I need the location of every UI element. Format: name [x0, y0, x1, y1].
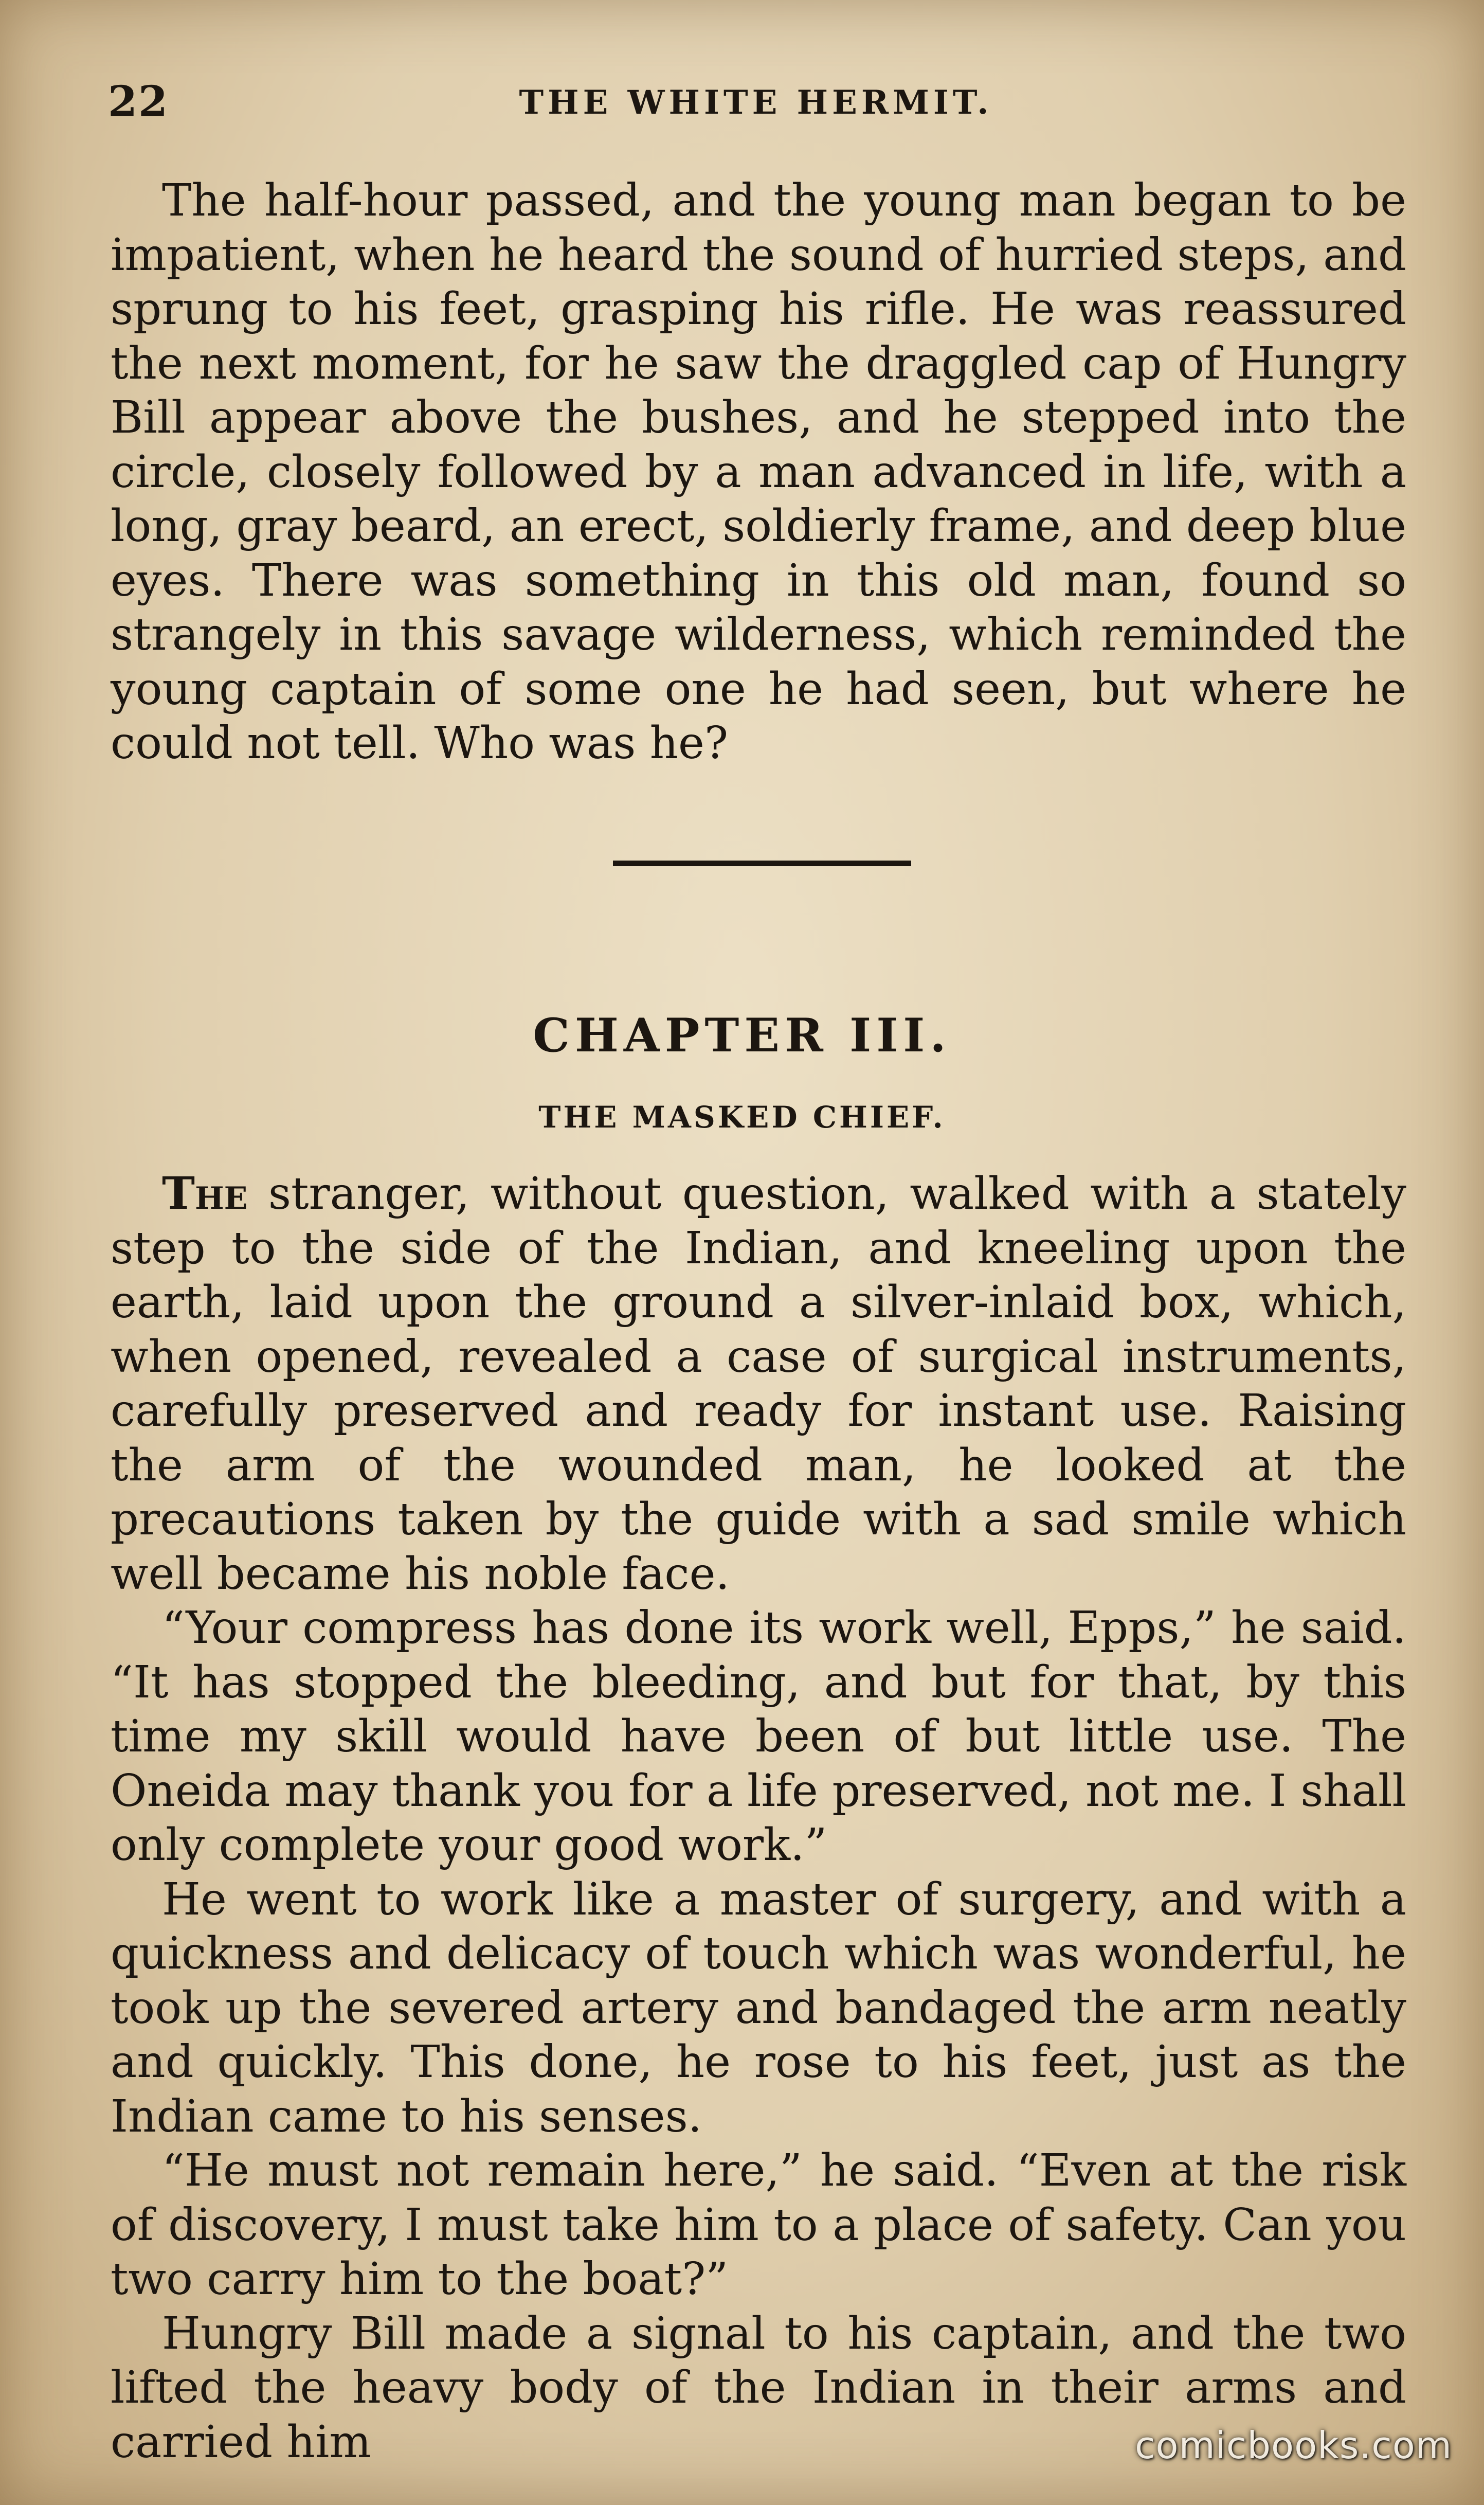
- running-head: [108, 77, 1404, 134]
- chapter-subtitle: THE MASKED CHIEF.: [538, 1100, 946, 1135]
- watermark: comicbooks.com: [1134, 2424, 1452, 2467]
- text-block-bottom: [111, 1167, 1406, 2470]
- paragraph: The half-hour passed, and the young man began to be impatient, when he heard the sound of hurried steps, and sprung to his feet, grasping his rifle. He was reassured the next moment, for he saw the draggled cap of Hungry Bill appear above the bushes, and he stepped into the circle, closely followed by a man advanced in life, with a long, gray beard, an erect, soldierly frame, and deep blue eyes. There was something in this old man, found so strangely in this savage wilderness, which reminded the young captain of some one he had seen, but where he could not tell. Who was he?: [111, 175, 1406, 769]
- opening-paragraph-text: stranger, without question, walked with a stately step to the side of the Indian, and kneeling upon the earth, laid upon the ground a silver-inlaid box, which, when opened, revealed a case of surgical instruments, carefully preserved and ready for instant use. Raising the arm of the wounded man, he looked at the precautions taken by the guide with a sad smile which well became his noble face.: [111, 1168, 1406, 1600]
- text-block-top: [111, 174, 1406, 771]
- opening-word: The: [162, 1168, 248, 1220]
- paragraph: Hungry Bill made a signal to his captain, and the two lifted the heavy body of the Indian in their arms and carried him: [111, 2307, 1406, 2468]
- paragraph-opening: [111, 1167, 1406, 1601]
- chapter-heading: CHAPTER III.: [533, 1008, 951, 1063]
- paragraph: “Your compress has done its work well, Epps,” he said. “It has stopped the bleeding, and but for that, by this time my skill would have been of but little use. The Oneida may thank you for a life preserved, not me. I shall only complete your good work.”: [111, 1602, 1406, 1871]
- paragraph: He went to work like a master of surgery, and with a quickness and delicacy of touch which was wonderful, he took up the severed artery and bandaged the arm neatly and quickly. This done, he rose to his feet, just as the Indian came to his senses.: [111, 1873, 1406, 2142]
- paragraph: “He must not remain here,” he said. “Even at the risk of discovery, I must take him to a place of safety. Can you two carry him to the boat?”: [111, 2145, 1406, 2305]
- section-divider-rule: [613, 861, 911, 866]
- running-title: THE WHITE HERMIT.: [519, 83, 993, 122]
- page-number: 22: [108, 77, 169, 127]
